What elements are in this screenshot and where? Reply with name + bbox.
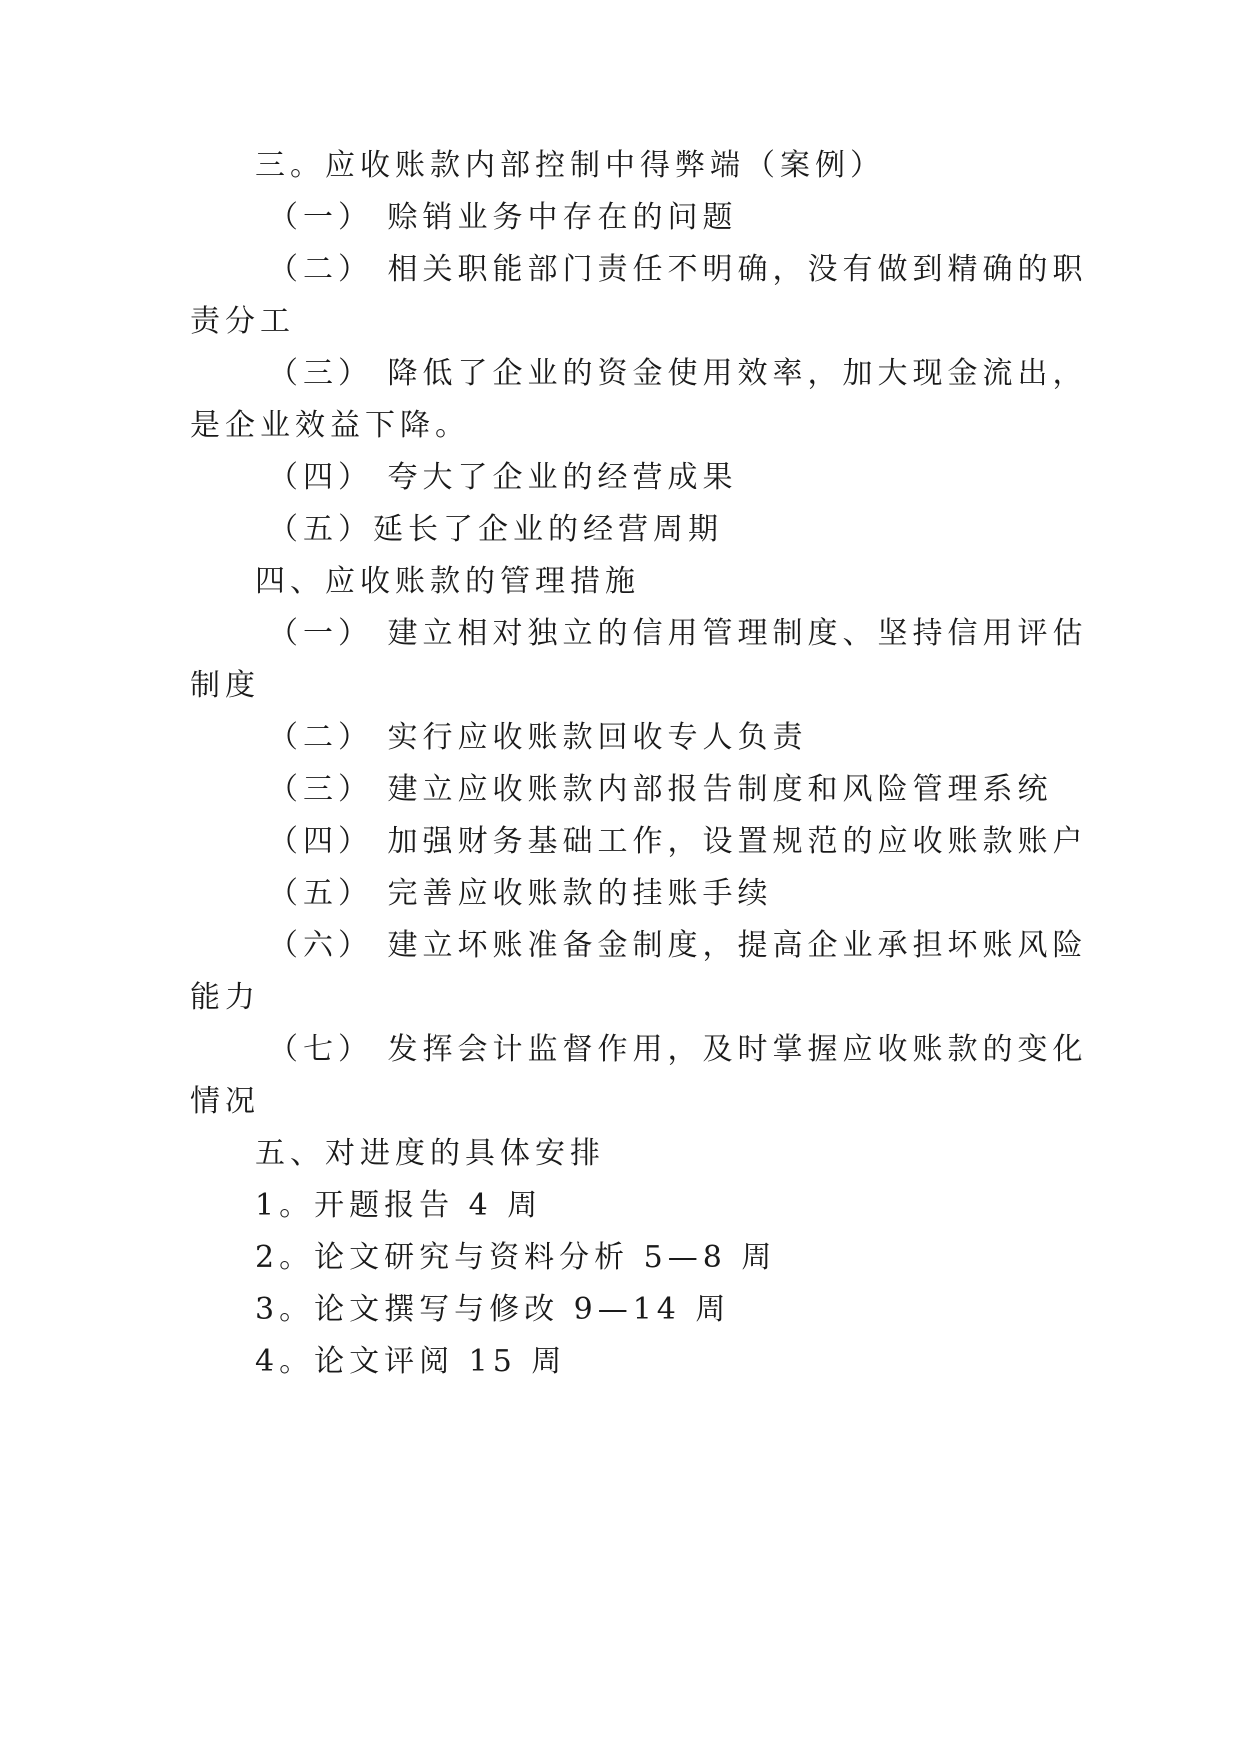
- section-4-item-7: （七） 发挥会计监督作用，及时掌握应收账款的变化: [268, 1032, 1088, 1067]
- section-4-item-1-cont: 制度: [190, 668, 260, 703]
- section-4-item-7-cont: 情况: [190, 1084, 260, 1119]
- section-3-item-1: （一） 赊销业务中存在的问题: [268, 200, 738, 235]
- section-3-item-5: （五）延长了企业的经营周期: [268, 512, 723, 547]
- section-4-item-1: （一） 建立相对独立的信用管理制度、坚持信用评估: [268, 616, 1088, 651]
- section-3-item-3: （三） 降低了企业的资金使用效率，加大现金流出，: [268, 356, 1088, 391]
- section-4-item-4: （四） 加强财务基础工作，设置规范的应收账款账户: [268, 824, 1088, 859]
- section-4-item-3: （三） 建立应收账款内部报告制度和风险管理系统: [268, 772, 1053, 807]
- schedule-item-4: 4。论文评阅 15 周: [255, 1344, 567, 1379]
- section-5-heading: 五、对进度的具体安排: [255, 1136, 605, 1171]
- section-4-heading: 四、应收账款的管理措施: [255, 564, 640, 599]
- section-3-item-2-cont: 责分工: [190, 304, 295, 339]
- section-4-item-6-cont: 能力: [190, 980, 260, 1015]
- section-3-item-4: （四） 夸大了企业的经营成果: [268, 460, 738, 495]
- section-4-item-6: （六） 建立坏账准备金制度，提高企业承担坏账风险: [268, 928, 1088, 963]
- section-3-heading: 三。应收账款内部控制中得弊端（案例）: [255, 148, 885, 183]
- section-4-item-5: （五） 完善应收账款的挂账手续: [268, 876, 773, 911]
- schedule-item-1: 1。开题报告 4 周: [255, 1188, 543, 1223]
- section-4-item-2: （二） 实行应收账款回收专人负责: [268, 720, 808, 755]
- schedule-item-3: 3。论文撰写与修改 9—14 周: [255, 1292, 731, 1327]
- schedule-item-2: 2。论文研究与资料分析 5—8 周: [255, 1240, 777, 1275]
- section-3-item-2: （二） 相关职能部门责任不明确，没有做到精确的职: [268, 252, 1088, 287]
- section-3-item-3-cont: 是企业效益下降。: [190, 408, 470, 443]
